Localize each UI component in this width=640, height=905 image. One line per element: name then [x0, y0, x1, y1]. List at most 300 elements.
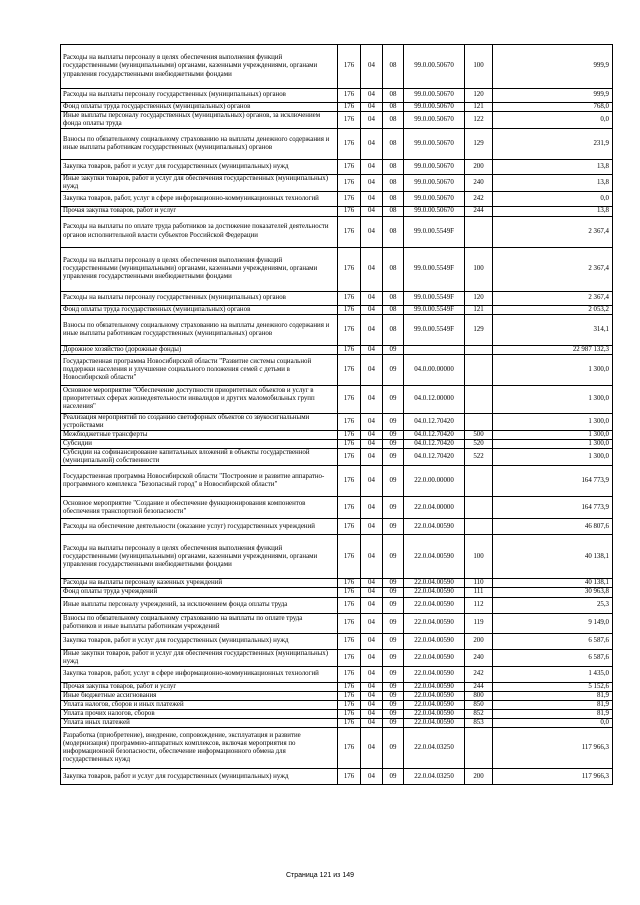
row-section-code: 04	[361, 666, 383, 682]
row-subsection-code: 09	[383, 354, 404, 385]
table-row	[61, 430, 613, 439]
row-admin-code: 176	[338, 535, 361, 579]
row-subsection-code: 08	[383, 216, 404, 247]
row-name: Фонд оплаты труда государственных (муниципальных) органов	[61, 103, 338, 112]
row-admin-code: 176	[338, 633, 361, 649]
row-subsection-code: 08	[383, 207, 404, 216]
row-admin-code: 176	[338, 588, 361, 597]
row-section-code: 04	[361, 588, 383, 597]
row-target-code: 99.0.00.50670	[404, 89, 465, 103]
table-row	[61, 247, 613, 291]
row-expense-type: 200	[465, 633, 493, 649]
row-admin-code: 176	[338, 247, 361, 291]
table-row	[61, 691, 613, 700]
row-subsection-code: 08	[383, 192, 404, 207]
row-expense-type: 242	[465, 666, 493, 682]
row-subsection-code: 09	[383, 497, 404, 519]
row-amount: 46 807,6	[493, 519, 613, 535]
row-section-code: 04	[361, 45, 383, 89]
table-row	[61, 700, 613, 709]
row-expense-type: 240	[465, 649, 493, 666]
row-amount: 999,9	[493, 89, 613, 103]
table-row	[61, 769, 613, 785]
row-section-code: 04	[361, 216, 383, 247]
row-expense-type: 520	[465, 440, 493, 449]
row-subsection-code: 09	[383, 449, 404, 466]
row-section-code: 04	[361, 682, 383, 691]
row-subsection-code: 09	[383, 691, 404, 700]
table-row	[61, 45, 613, 89]
row-amount: 231,9	[493, 129, 613, 160]
row-admin-code: 176	[338, 175, 361, 192]
row-name: Фонд оплаты труда государственных (муниципальных) органов	[61, 305, 338, 314]
row-expense-type: 852	[465, 709, 493, 718]
row-expense-type: 242	[465, 192, 493, 207]
row-target-code: 22.0.04.00590	[404, 597, 465, 613]
row-section-code: 04	[361, 112, 383, 129]
table-row	[61, 192, 613, 207]
row-admin-code: 176	[338, 709, 361, 718]
row-amount: 81,9	[493, 700, 613, 709]
row-admin-code: 176	[338, 691, 361, 700]
row-name: Расходы на выплаты персоналу в целях обеспечения выполнения функций государственными (муниципальными) органами, казенными учреждениями, органами управления государственными внебюджетными фондами	[61, 247, 338, 291]
row-section-code: 04	[361, 247, 383, 291]
table-row	[61, 345, 613, 354]
row-section-code: 04	[361, 719, 383, 728]
table-row	[61, 207, 613, 216]
row-target-code: 22.0.04.00590	[404, 666, 465, 682]
row-target-code: 04.0.12.70420	[404, 440, 465, 449]
row-name: Основное мероприятие "Создание и обеспечение функционирования компонентов обеспечения транспортной безопасности"	[61, 497, 338, 519]
row-subsection-code: 09	[383, 440, 404, 449]
row-target-code	[404, 345, 465, 354]
row-section-code: 04	[361, 305, 383, 314]
row-expense-type	[465, 497, 493, 519]
row-name: Взносы по обязательному социальному страхованию на выплаты по оплате труда работников и иные выплаты работникам учреждений	[61, 613, 338, 633]
row-expense-type: 112	[465, 597, 493, 613]
table-row	[61, 649, 613, 666]
table-row	[61, 719, 613, 728]
row-name: Закупка товаров, работ, услуг в сфере информационно-коммуникационных технологий	[61, 666, 338, 682]
row-expense-type: 244	[465, 207, 493, 216]
row-subsection-code: 09	[383, 519, 404, 535]
row-admin-code: 176	[338, 430, 361, 439]
row-target-code: 22.0.04.00590	[404, 682, 465, 691]
row-amount: 40 138,1	[493, 535, 613, 579]
row-subsection-code: 08	[383, 247, 404, 291]
row-expense-type: 119	[465, 613, 493, 633]
row-admin-code: 176	[338, 497, 361, 519]
row-section-code: 04	[361, 440, 383, 449]
row-expense-type	[465, 728, 493, 769]
row-expense-type: 240	[465, 175, 493, 192]
row-subsection-code: 08	[383, 89, 404, 103]
row-subsection-code: 09	[383, 613, 404, 633]
row-admin-code: 176	[338, 649, 361, 666]
row-target-code: 22.0.04.03250	[404, 769, 465, 785]
row-expense-type: 110	[465, 579, 493, 588]
row-name: Закупка товаров, работ и услуг для государственных (муниципальных) нужд	[61, 769, 338, 785]
row-expense-type: 522	[465, 449, 493, 466]
row-expense-type: 244	[465, 682, 493, 691]
row-amount: 1 300,0	[493, 354, 613, 385]
row-expense-type	[465, 519, 493, 535]
row-section-code: 04	[361, 649, 383, 666]
row-subsection-code: 09	[383, 700, 404, 709]
table-row	[61, 216, 613, 247]
row-section-code: 04	[361, 597, 383, 613]
row-subsection-code: 09	[383, 709, 404, 718]
row-target-code: 22.0.04.00590	[404, 700, 465, 709]
row-name: Иные выплаты персоналу учреждений, за исключением фонда оплаты труда	[61, 597, 338, 613]
row-name: Иные закупки товаров, работ и услуг для обеспечения государственных (муниципальных) нужд	[61, 649, 338, 666]
row-admin-code: 176	[338, 45, 361, 89]
row-admin-code: 176	[338, 700, 361, 709]
row-section-code: 04	[361, 449, 383, 466]
row-subsection-code: 08	[383, 160, 404, 175]
row-admin-code: 176	[338, 129, 361, 160]
row-target-code: 22.0.04.00590	[404, 535, 465, 579]
row-target-code: 22.0.04.00000	[404, 497, 465, 519]
row-name: Закупка товаров, работ и услуг для государственных (муниципальных) нужд	[61, 160, 338, 175]
row-amount: 22 987 132,3	[493, 345, 613, 354]
table-row	[61, 413, 613, 430]
table-row	[61, 129, 613, 160]
row-name: Взносы по обязательному социальному страхованию на выплаты денежного содержания и иные выплаты работникам государственных (муниципальных) органов	[61, 314, 338, 345]
row-target-code: 22.0.04.00590	[404, 691, 465, 700]
row-target-code: 99.0.00.50670	[404, 45, 465, 89]
row-expense-type: 122	[465, 112, 493, 129]
row-admin-code: 176	[338, 291, 361, 305]
row-name: Основное мероприятие "Обеспечение доступности приоритетных объектов и услуг в приоритетных сферах жизнедеятельности инвалидов и других маломобильных групп населения"	[61, 385, 338, 413]
table-row	[61, 597, 613, 613]
row-subsection-code: 08	[383, 103, 404, 112]
row-subsection-code: 08	[383, 314, 404, 345]
row-section-code: 04	[361, 103, 383, 112]
table-row	[61, 385, 613, 413]
row-amount: 13,8	[493, 175, 613, 192]
row-name: Государственная программа Новосибирской области "Построение и развитие аппаратно-программного комплекса "Безопасный город" в Новосибирской области"	[61, 466, 338, 497]
row-expense-type: 800	[465, 691, 493, 700]
row-section-code: 04	[361, 535, 383, 579]
row-name: Субсидии на софинансирование капитальных вложений в объекты государственной (муниципальной) собственности	[61, 449, 338, 466]
row-amount: 9 149,0	[493, 613, 613, 633]
row-admin-code: 176	[338, 413, 361, 430]
row-expense-type: 100	[465, 247, 493, 291]
row-amount: 1 300,0	[493, 385, 613, 413]
row-name: Прочая закупка товаров, работ и услуг	[61, 682, 338, 691]
row-section-code: 04	[361, 192, 383, 207]
row-section-code: 04	[361, 291, 383, 305]
row-amount: 0,0	[493, 192, 613, 207]
row-section-code: 04	[361, 497, 383, 519]
row-admin-code: 176	[338, 354, 361, 385]
table-row	[61, 354, 613, 385]
table-row	[61, 89, 613, 103]
row-admin-code: 176	[338, 345, 361, 354]
row-section-code: 04	[361, 207, 383, 216]
table-row	[61, 160, 613, 175]
row-target-code: 22.0.04.00590	[404, 719, 465, 728]
row-name: Уплата иных платежей	[61, 719, 338, 728]
row-target-code: 99.0.00.5549F	[404, 314, 465, 345]
row-name: Расходы на выплаты по оплате труда работников за достижение показателей деятельности органов исполнительной власти субъектов Российской Федерации	[61, 216, 338, 247]
budget-table	[60, 44, 613, 785]
row-subsection-code: 09	[383, 719, 404, 728]
row-amount: 314,1	[493, 314, 613, 345]
table-row	[61, 449, 613, 466]
row-section-code: 04	[361, 129, 383, 160]
row-amount: 6 587,6	[493, 649, 613, 666]
row-target-code: 99.0.00.50670	[404, 112, 465, 129]
row-name: Прочая закупка товаров, работ и услуг	[61, 207, 338, 216]
row-admin-code: 176	[338, 385, 361, 413]
row-name: Дорожное хозяйство (дорожные фонды)	[61, 345, 338, 354]
row-amount: 0,0	[493, 719, 613, 728]
row-expense-type	[465, 354, 493, 385]
row-subsection-code: 09	[383, 649, 404, 666]
row-expense-type: 120	[465, 89, 493, 103]
row-subsection-code: 08	[383, 291, 404, 305]
row-subsection-code: 09	[383, 588, 404, 597]
row-subsection-code: 08	[383, 175, 404, 192]
row-amount: 13,8	[493, 207, 613, 216]
row-name: Иные бюджетные ассигнования	[61, 691, 338, 700]
row-amount: 1 300,0	[493, 413, 613, 430]
row-name: Государственная программа Новосибирской области "Развитие системы социальной поддержки населения и улучшение социального положения семей с детьми в Новосибирской области"	[61, 354, 338, 385]
row-target-code: 04.0.12.70420	[404, 449, 465, 466]
row-amount: 2 367,4	[493, 247, 613, 291]
table-row	[61, 291, 613, 305]
row-expense-type	[465, 216, 493, 247]
row-name: Фонд оплаты труда учреждений	[61, 588, 338, 597]
row-amount: 164 773,9	[493, 497, 613, 519]
row-admin-code: 176	[338, 449, 361, 466]
row-subsection-code: 09	[383, 769, 404, 785]
row-expense-type: 850	[465, 700, 493, 709]
row-subsection-code: 09	[383, 430, 404, 439]
row-target-code: 22.0.04.00590	[404, 579, 465, 588]
row-admin-code: 176	[338, 466, 361, 497]
row-section-code: 04	[361, 160, 383, 175]
row-target-code: 22.0.04.00590	[404, 613, 465, 633]
row-subsection-code: 09	[383, 633, 404, 649]
row-target-code: 22.0.04.00590	[404, 519, 465, 535]
row-amount: 1 435,0	[493, 666, 613, 682]
row-expense-type	[465, 385, 493, 413]
row-section-code: 04	[361, 633, 383, 649]
row-expense-type: 111	[465, 588, 493, 597]
row-admin-code: 176	[338, 192, 361, 207]
row-admin-code: 176	[338, 682, 361, 691]
table-row	[61, 682, 613, 691]
table-row	[61, 519, 613, 535]
row-admin-code: 176	[338, 519, 361, 535]
page-footer: Страница 121 из 149	[285, 872, 355, 879]
row-expense-type: 200	[465, 160, 493, 175]
row-name: Реализация мероприятий по созданию светофорных объектов со звукосигнальными устройствами	[61, 413, 338, 430]
row-expense-type: 500	[465, 430, 493, 439]
row-amount: 0,0	[493, 112, 613, 129]
row-target-code: 04.0.12.70420	[404, 430, 465, 439]
row-target-code: 04.0.00.00000	[404, 354, 465, 385]
row-admin-code: 176	[338, 613, 361, 633]
table-row	[61, 728, 613, 769]
row-expense-type	[465, 466, 493, 497]
table-row	[61, 579, 613, 588]
row-expense-type: 853	[465, 719, 493, 728]
row-name: Расходы на выплаты персоналу в целях обеспечения выполнения функций государственными (муниципальными) органами, казенными учреждениями, органами управления государственными внебюджетными фондами	[61, 45, 338, 89]
row-section-code: 04	[361, 613, 383, 633]
row-expense-type	[465, 413, 493, 430]
row-subsection-code: 08	[383, 45, 404, 89]
row-amount: 81,9	[493, 709, 613, 718]
table-row	[61, 588, 613, 597]
row-amount: 768,0	[493, 103, 613, 112]
table-row	[61, 613, 613, 633]
row-target-code: 99.0.00.50670	[404, 129, 465, 160]
row-target-code: 22.0.00.00000	[404, 466, 465, 497]
row-section-code: 04	[361, 354, 383, 385]
row-subsection-code: 08	[383, 129, 404, 160]
row-section-code: 04	[361, 519, 383, 535]
row-name: Закупка товаров, работ и услуг для государственных (муниципальных) нужд	[61, 633, 338, 649]
row-admin-code: 176	[338, 728, 361, 769]
row-section-code: 04	[361, 175, 383, 192]
row-section-code: 04	[361, 466, 383, 497]
row-amount: 117 966,3	[493, 728, 613, 769]
row-name: Иные закупки товаров, работ и услуг для обеспечения государственных (муниципальных) нужд	[61, 175, 338, 192]
row-target-code: 22.0.04.00590	[404, 588, 465, 597]
row-name: Иные выплаты персоналу государственных (муниципальных) органов, за исключением фонда оплаты труда	[61, 112, 338, 129]
row-subsection-code: 09	[383, 466, 404, 497]
row-section-code: 04	[361, 385, 383, 413]
row-expense-type: 100	[465, 45, 493, 89]
row-target-code: 99.0.00.50670	[404, 160, 465, 175]
row-subsection-code: 09	[383, 413, 404, 430]
row-expense-type: 120	[465, 291, 493, 305]
row-name: Закупка товаров, работ, услуг в сфере информационно-коммуникационных технологий	[61, 192, 338, 207]
row-expense-type: 100	[465, 535, 493, 579]
row-name: Взносы по обязательному социальному страхованию на выплаты денежного содержания и иные выплаты работникам государственных (муниципальных) органов	[61, 129, 338, 160]
row-name: Расходы на выплаты персоналу в целях обеспечения выполнения функций государственными (муниципальными) органами, казенными учреждениями, органами управления государственными внебюджетными фондами	[61, 535, 338, 579]
row-name: Разработка (приобретение), внедрение, сопровождение, эксплуатация и развитие (модернизация) программно-аппаратных комплексов, включая мероприятия по информационной безопасности, обеспечение информационного обмена для государственных нужд	[61, 728, 338, 769]
row-amount: 13,8	[493, 160, 613, 175]
table-row	[61, 314, 613, 345]
row-name: Субсидии	[61, 440, 338, 449]
row-amount: 5 152,6	[493, 682, 613, 691]
row-target-code: 99.0.00.5549F	[404, 305, 465, 314]
row-section-code: 04	[361, 345, 383, 354]
row-section-code: 04	[361, 430, 383, 439]
row-target-code: 99.0.00.50670	[404, 207, 465, 216]
row-target-code: 99.0.00.5549F	[404, 247, 465, 291]
row-amount: 25,3	[493, 597, 613, 613]
row-name: Расходы на выплаты персоналу казенных учреждений	[61, 579, 338, 588]
row-expense-type: 129	[465, 314, 493, 345]
table-row	[61, 709, 613, 718]
row-subsection-code: 09	[383, 728, 404, 769]
row-amount: 2 367,4	[493, 216, 613, 247]
row-name: Расходы на выплаты персоналу государственных (муниципальных) органов	[61, 89, 338, 103]
row-section-code: 04	[361, 691, 383, 700]
row-section-code: 04	[361, 579, 383, 588]
row-amount: 40 138,1	[493, 579, 613, 588]
table-row	[61, 440, 613, 449]
row-admin-code: 176	[338, 160, 361, 175]
table-row	[61, 112, 613, 129]
row-admin-code: 176	[338, 112, 361, 129]
row-expense-type: 121	[465, 103, 493, 112]
row-subsection-code: 08	[383, 112, 404, 129]
row-admin-code: 176	[338, 314, 361, 345]
row-admin-code: 176	[338, 103, 361, 112]
row-target-code: 99.0.00.50670	[404, 175, 465, 192]
row-subsection-code: 09	[383, 666, 404, 682]
row-target-code: 22.0.04.03250	[404, 728, 465, 769]
row-expense-type: 200	[465, 769, 493, 785]
row-subsection-code: 09	[383, 535, 404, 579]
row-subsection-code: 08	[383, 305, 404, 314]
row-expense-type: 129	[465, 129, 493, 160]
row-section-code: 04	[361, 89, 383, 103]
row-admin-code: 176	[338, 207, 361, 216]
row-admin-code: 176	[338, 666, 361, 682]
row-admin-code: 176	[338, 440, 361, 449]
row-section-code: 04	[361, 769, 383, 785]
row-subsection-code: 09	[383, 597, 404, 613]
table-row	[61, 633, 613, 649]
row-section-code: 04	[361, 709, 383, 718]
row-amount: 1 300,0	[493, 449, 613, 466]
row-amount: 1 300,0	[493, 430, 613, 439]
row-subsection-code: 09	[383, 385, 404, 413]
row-name: Расходы на выплаты персоналу государственных (муниципальных) органов	[61, 291, 338, 305]
row-admin-code: 176	[338, 597, 361, 613]
row-admin-code: 176	[338, 305, 361, 314]
table-row	[61, 103, 613, 112]
row-section-code: 04	[361, 728, 383, 769]
row-expense-type	[465, 345, 493, 354]
row-amount: 1 300,0	[493, 440, 613, 449]
row-section-code: 04	[361, 700, 383, 709]
row-expense-type: 121	[465, 305, 493, 314]
table-row	[61, 497, 613, 519]
row-amount: 2 053,2	[493, 305, 613, 314]
row-admin-code: 176	[338, 579, 361, 588]
row-amount: 2 367,4	[493, 291, 613, 305]
table-row	[61, 666, 613, 682]
row-admin-code: 176	[338, 719, 361, 728]
row-target-code: 04.0.12.70420	[404, 413, 465, 430]
row-name: Уплата прочих налогов, сборов	[61, 709, 338, 718]
row-target-code: 99.0.00.5549F	[404, 291, 465, 305]
row-target-code: 22.0.04.00590	[404, 649, 465, 666]
row-amount: 117 966,3	[493, 769, 613, 785]
row-admin-code: 176	[338, 216, 361, 247]
row-amount: 30 963,8	[493, 588, 613, 597]
row-name: Расходы на обеспечение деятельности (оказание услуг) государственных учреждений	[61, 519, 338, 535]
row-amount: 164 773,9	[493, 466, 613, 497]
table-row	[61, 175, 613, 192]
row-amount: 6 587,6	[493, 633, 613, 649]
row-amount: 81,9	[493, 691, 613, 700]
table-row	[61, 305, 613, 314]
row-target-code: 04.0.12.00000	[404, 385, 465, 413]
row-amount: 999,9	[493, 45, 613, 89]
row-target-code: 99.0.00.50670	[404, 192, 465, 207]
row-target-code: 99.0.00.50670	[404, 103, 465, 112]
